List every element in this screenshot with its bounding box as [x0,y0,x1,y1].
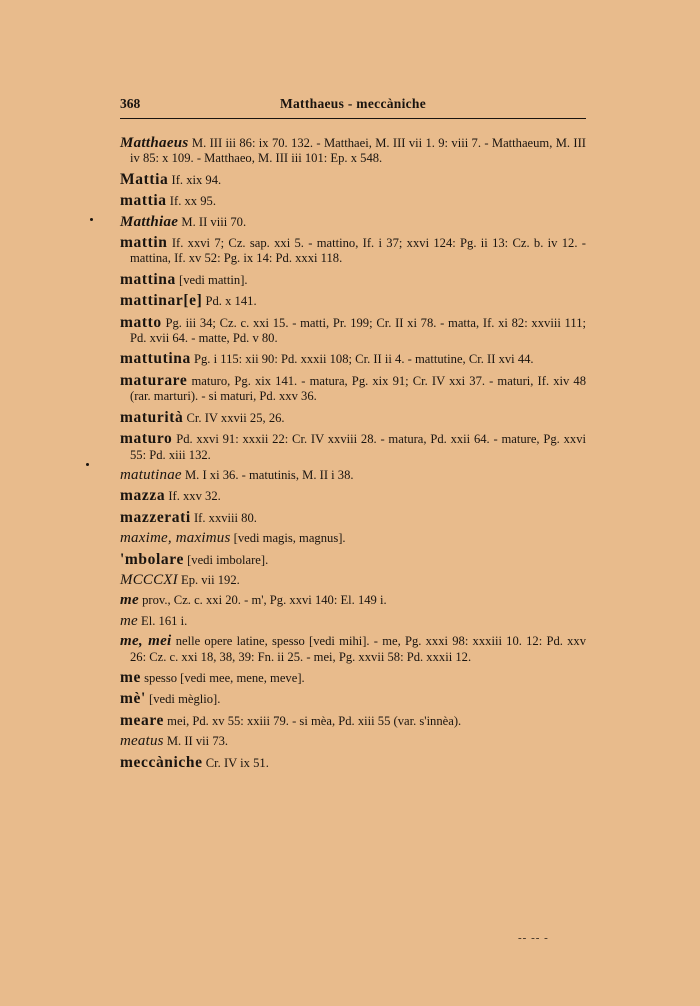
entry-headword: me [120,592,139,609]
entry-references: Pg. iii 34; Cz. c. xxi 15. - matti, Pr. 199; Cr. II xi 78. - matta, If. xi 82: xxviii 111; Pd. xvii 64. - matte, Pd. v 80. [130,315,586,346]
entry-references: M. II vii 73. [163,734,229,749]
dictionary-entry [120,215,586,230]
dictionary-entries [120,136,586,776]
entry-references: M. III iii 86: ix 70. 132. - Matthaei, M. III vii 1. 9: viii 7. - Matthaeum, M. III iv 85: x 109. - Matthaeo, M. III iii 101: Ep. x 548. [130,136,586,166]
dictionary-entry [120,670,586,686]
entry-headword: Matthaeus [120,135,189,151]
entry-references: Pd. xxvi 91: xxxii 22: Cr. IV xxviii 28. - matura, Pd. xxii 64. - mature, Pg. xxvi 55: Pd. xiii 132. [130,432,586,462]
entry-references: If. xxv 32. [165,489,221,504]
entry-headword: Matthiae [120,213,179,230]
dictionary-entry [120,235,586,267]
entry-references: [vedi magis, magnus]. [230,531,346,546]
dictionary-entry [120,691,586,707]
entry-references: If. xix 94. [168,172,222,187]
stray-dot [90,218,93,221]
entry-headword: maturo [120,430,173,448]
dictionary-entry [120,573,586,588]
entry-headword: matto [120,313,162,331]
entry-references: If. xxvi 7; Cz. sap. xxi 5. - mattino, If. i 37; xxvi 124: Pg. ii 13: Cz. b. iv 12. - mattina, If. xv 52: Pg. ix 14: Pd. xxxi 118. [130,236,586,266]
dictionary-entry [120,488,586,504]
header-rule [120,118,586,119]
entry-references: mei, Pd. xv 55: xxiii 79. - si mèa, Pd. xiii 55 (var. s'innèa). [164,713,462,728]
entry-headword: mattina [120,270,176,288]
running-title: Matthaeus - meccàniche [279,96,427,111]
entry-references: maturo, Pg. xix 141. - matura, Pg. xix 91; Cr. IV xxi 37. - maturi, If. xiv 48 (rar. marturi). - si maturi, Pd. xxv 36. [130,373,586,404]
dictionary-entry [120,293,586,309]
dictionary-entry [120,272,586,288]
entry-references: [vedi mèglio]. [145,692,221,707]
entry-references: Cr. IV ix 51. [202,755,269,770]
entry-references: [vedi mattin]. [175,272,248,287]
dictionary-entry [120,136,586,167]
dictionary-entry [120,410,586,426]
entry-references: El. 161 i. [137,613,188,628]
entry-references: Cr. IV xxvii 25, 26. [183,410,285,425]
dictionary-entry [120,468,586,483]
entry-headword: maturare [120,371,188,389]
page [120,96,587,771]
entry-headword: maxime, maximus [120,530,231,547]
dictionary-entry [120,634,586,665]
dictionary-entry [120,373,586,405]
entry-headword: meare [120,711,165,729]
stray-dot [86,463,89,466]
page-number: 368 [120,96,141,111]
page-header [120,96,586,114]
dictionary-entry [120,614,586,629]
entry-headword: 'mbolare [120,550,184,568]
entry-headword: me, mei [120,633,172,650]
dictionary-entry [120,172,586,188]
entry-headword: mazza [120,487,166,505]
entry-references: nelle opere latine, spesso [vedi mihi]. - me, Pg. xxxi 98: xxxiii 10. 12: Pd. xxv 26: Cz. c. xxi 18, 38, 39: Fn. ii 25. - mei, Pg. xxvii 58: Pd. xxxii 12. [130,634,587,664]
dictionary-entry [120,552,586,568]
entry-headword: mattutina [120,350,191,368]
dictionary-entry [120,510,586,526]
dictionary-entry [120,713,586,729]
entry-references: prov., Cz. c. xxi 20. - m', Pg. xxvi 140: El. 149 i. [138,593,387,608]
entry-headword: MCCCXI [120,571,178,588]
entry-headword: meccàniche [120,753,203,771]
entry-headword: me [120,612,138,629]
entry-references: Pd. x 141. [202,294,257,309]
entry-references: Pg. i 115: xii 90: Pd. xxxii 108; Cr. II ii 4. - mattutine, Cr. II xvi 44. [190,352,534,367]
entry-headword: Mattia [120,170,169,188]
dictionary-entry [120,193,586,209]
entry-headword: mattia [120,192,167,210]
dictionary-entry [120,755,586,771]
entry-references: M. I xi 36. - matutinis, M. II i 38. [181,467,354,482]
entry-headword: meatus [120,733,164,750]
entry-headword: me [120,668,141,686]
entry-references: [vedi imbolare]. [183,552,269,567]
dictionary-entry [120,531,586,546]
entry-references: If. xxviii 80. [190,510,257,525]
entry-headword: maturità [120,408,184,426]
entry-headword: mattinar[e] [120,292,203,310]
dictionary-entry [120,431,586,463]
entry-headword: mattin [120,234,168,252]
dictionary-entry [120,593,586,608]
entry-references: If. xx 95. [166,194,216,209]
entry-headword: matutinae [120,466,182,483]
entry-references: Ep. vii 192. [177,572,240,587]
entry-headword: mazzerati [120,508,191,526]
dictionary-entry [120,734,586,749]
entry-references: M. II viii 70. [178,214,247,229]
footer-mark: -- -- - [518,932,549,944]
dictionary-entry [120,351,586,367]
entry-references: spesso [vedi mee, mene, meve]. [141,670,305,685]
dictionary-entry [120,315,586,347]
entry-headword: mè' [120,690,146,708]
